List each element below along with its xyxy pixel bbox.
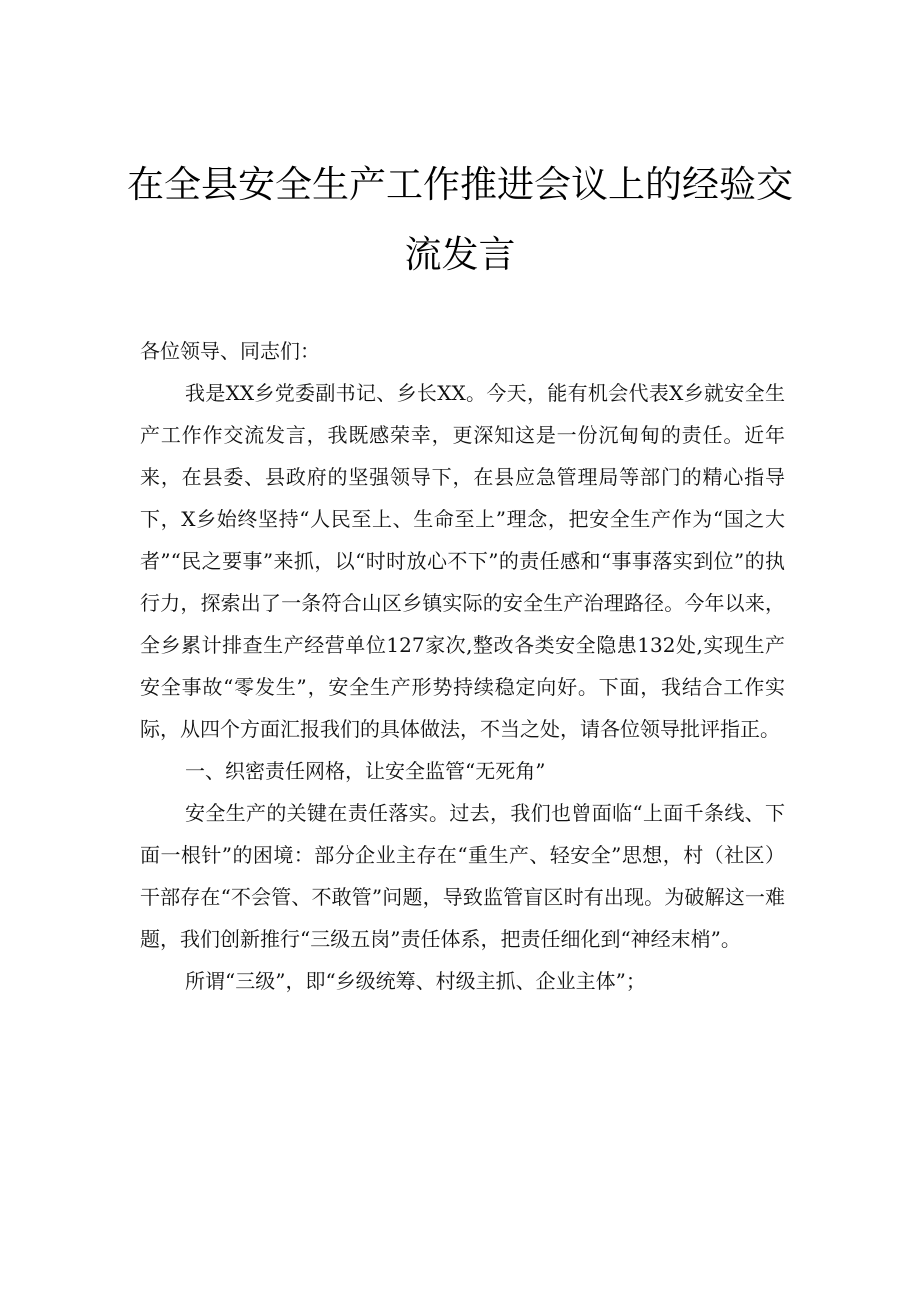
section-heading-1: 一、织密责任网格，让安全监管“无死角” xyxy=(185,759,546,783)
document-title-line-2: 流发言 xyxy=(404,233,516,276)
document-body xyxy=(140,330,785,1002)
document-title-line-1: 在全县安全生产工作推进会议上的经验交 xyxy=(127,163,793,206)
paragraph-section-1: 安全生产的关键在责任落实。过去，我们也曾面临“上面千条线、下面一根针”的困境：部分企业主存在“重生产、轻安全”思想，村（社区）干部存在“不会管、不敢管”问题，导致监管盲区时有出现。为破解这一难题，我们创新推行“三级五岗”责任体系，把责任细化到“神经末梢”。 xyxy=(140,801,785,951)
paragraph-three-levels: 所谓“三级”，即“乡级统筹、村级主抓、企业主体”； xyxy=(185,969,646,993)
paragraph-intro: 我是XX乡党委副书记、乡长XX。今天，能有机会代表X乡就安全生产工作作交流发言，我既感荣幸，更深知这是一份沉甸甸的责任。近年来，在县委、县政府的坚强领导下，在县应急管理局等部门的精心指导下，X乡始终坚持“人民至上、生命至上”理念，把安全生产作为“国之大者”“民之要事”来抓，以“时时放心不下”的责任感和“事事落实到位”的执行力，探索出了一条符合山区乡镇实际的安全生产治理路径。今年以来，全乡累计排查生产经营单位127家次,整改各类安全隐患132处,实现生产安全事故“零发生”，安全生产形势持续稳定向好。下面，我结合工作实际，从四个方面汇报我们的具体做法，不当之处，请各位领导批评指正。 xyxy=(140,381,785,741)
salutation: 各位领导、同志们： xyxy=(140,339,320,363)
